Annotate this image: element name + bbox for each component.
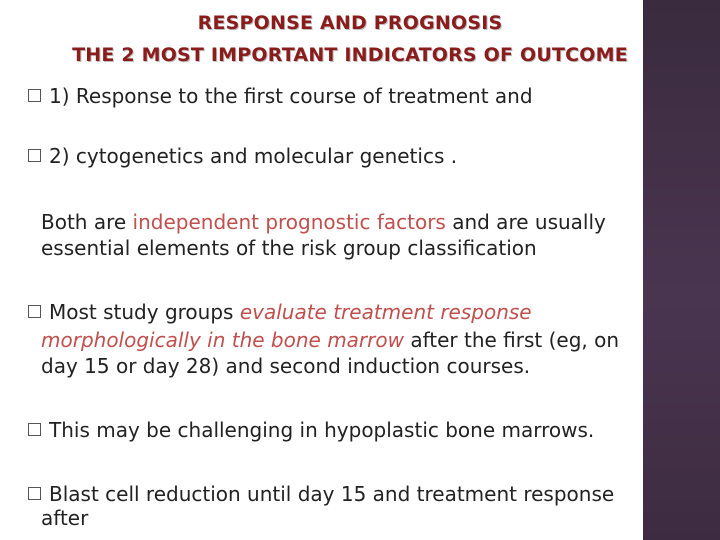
bullet-4-text: This may be challenging in hypoplastic bone marrows. [49,418,595,442]
bullet-2-text: 2) cytogenetics and molecular genetics . [49,144,458,168]
bullet-3-text-post: after the first (eg, on [403,328,620,352]
paragraph-line-1 [41,210,606,234]
bullet-box-icon [28,89,41,102]
bullet-box-icon [28,423,41,436]
bullet-5-text: Blast cell reduction until day 15 and treatment response [49,482,615,506]
bullet-box-icon [28,487,41,500]
bullet-4 [28,418,594,442]
paragraph-highlight: independent prognostic factors [132,210,446,234]
bullet-3-line-3: day 15 or day 28) and second induction courses. [41,354,531,378]
decorative-side-bar [643,0,720,540]
bullet-1 [28,84,533,108]
bullet-3-text-pre: Most study groups [49,300,240,324]
bullet-box-icon [28,305,41,318]
bullet-3-line-1 [28,300,532,324]
paragraph-text-post: and are usually [445,210,606,234]
bullet-1-text: 1) Response to the first course of treatment and [49,84,533,108]
bullet-5-line-1 [28,482,614,506]
bullet-2 [28,144,457,168]
bullet-box-icon [28,149,41,162]
paragraph-text-pre: Both are [41,210,133,234]
bullet-3-highlight-1: evaluate treatment response [239,300,532,324]
bullet-5-line-2: after [41,506,89,530]
slide-title-line-2: THE 2 MOST IMPORTANT INDICATORS OF OUTCOME [72,44,628,66]
bullet-3-highlight-2: morphologically in the bone marrow [41,328,404,352]
paragraph-line-2: essential elements of the risk group classification [41,236,537,260]
bullet-3-line-2 [41,328,619,352]
slide-title-line-1: RESPONSE AND PROGNOSIS [197,12,503,34]
